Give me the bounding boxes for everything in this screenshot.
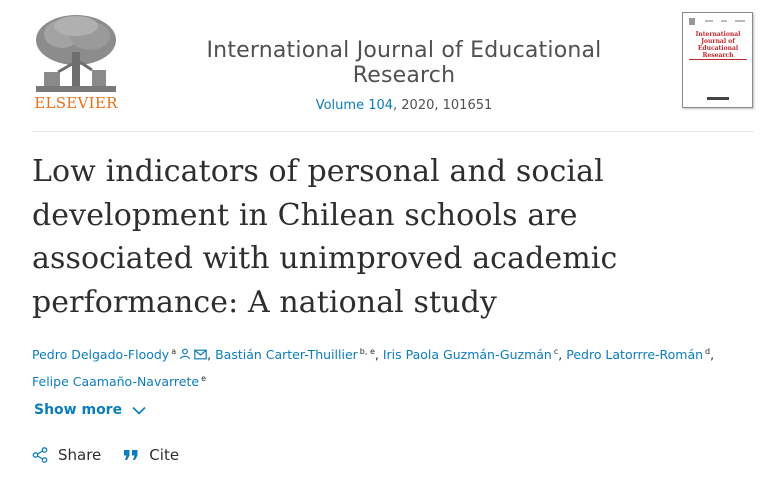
article-actions [32,446,201,464]
author-list [32,340,757,394]
journal-header [32,12,754,112]
author-link[interactable]: Bastián Carter-Thuillier [215,347,358,363]
cover-rule [689,59,747,60]
author-separator: , [558,347,563,363]
cover-header-icon [689,17,747,27]
author-affiliation[interactable]: a [171,347,177,356]
article-title: Low indicators of personal and social development in Chilean schools are associated with unimproved academic performance: A national study [32,154,618,320]
share-label: Share [58,446,102,464]
author-affiliation[interactable]: e [201,374,206,384]
author-link[interactable]: Pedro Latorrre-Román [566,347,704,363]
elsevier-logo[interactable] [32,12,120,110]
cite-button[interactable] [123,446,179,464]
cover-footer-mark [707,97,729,100]
elsevier-wordmark: ELSEVIER [34,94,118,112]
show-more-button[interactable] [34,402,146,418]
author-separator: , [710,347,715,363]
journal-cover-thumbnail[interactable] [682,12,753,108]
cover-title: International Journal of Educational Research [695,31,741,59]
author-link[interactable]: Felipe Caamaño-Navarrete [32,374,200,390]
author-link[interactable]: Pedro Delgado-Floody [32,347,170,363]
share-button[interactable] [32,446,101,464]
header-divider [32,131,754,132]
journal-info [154,38,654,113]
journal-meta [154,98,654,113]
person-icon[interactable] [179,348,191,360]
elsevier-tree-icon [32,12,120,94]
author-affiliation[interactable]: d [705,347,711,356]
envelope-icon[interactable] [194,349,207,360]
author-link[interactable]: Iris Paola Guzmán-Guzmán [382,347,552,363]
show-more-label: Show more [34,402,123,418]
cite-label: Cite [149,446,180,464]
volume-link[interactable]: Volume 104 [315,98,394,113]
quote-icon [123,448,139,462]
author-separator: , [374,347,379,363]
author-affiliation[interactable]: c [553,347,559,356]
author-separator: , [207,347,212,363]
volume-meta-rest: , 2020, 101651 [393,98,493,113]
journal-title-link[interactable]: International Journal of Educational Research [206,38,602,88]
author-affiliation[interactable]: b, e [359,347,375,356]
chevron-down-icon [132,406,146,415]
share-icon [32,447,48,463]
